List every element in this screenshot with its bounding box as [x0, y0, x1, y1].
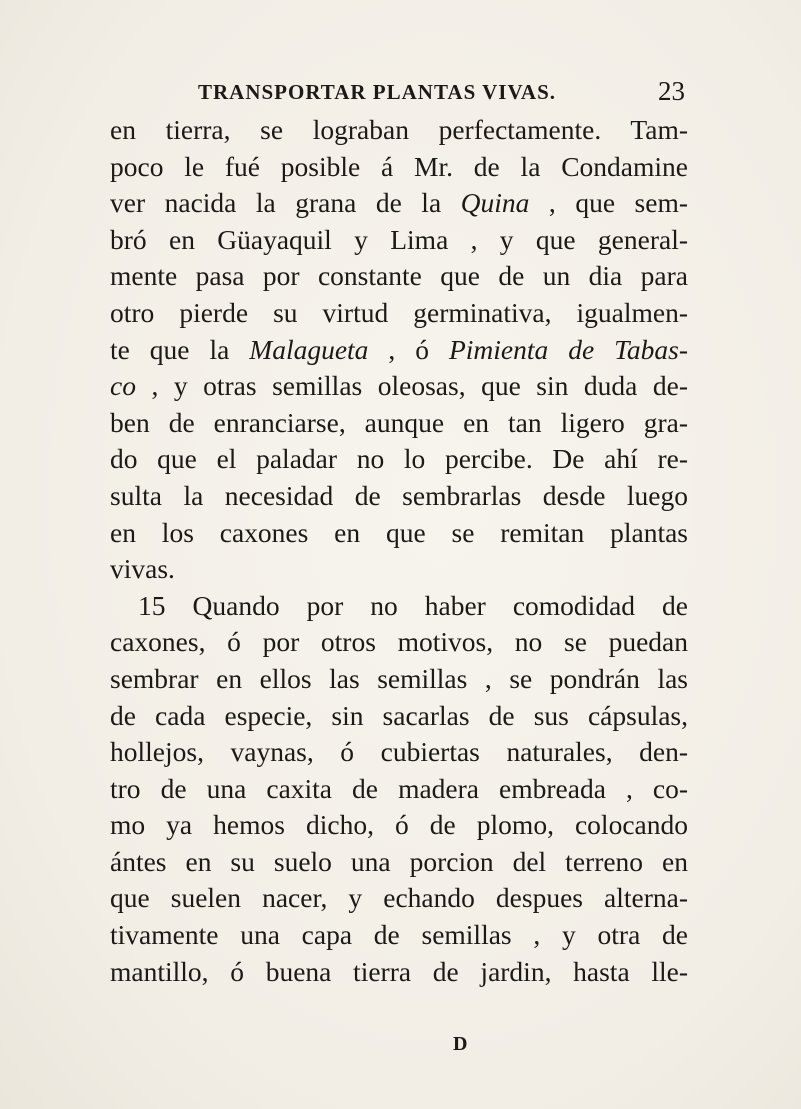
text-line	[110, 405, 688, 442]
text-run: do que el paladar no lo percibe. De ahí re-	[110, 443, 688, 475]
text-line	[110, 185, 688, 222]
running-head-title: TRANSPORTAR PLANTAS VIVAS.	[198, 80, 557, 104]
text-line	[110, 807, 688, 844]
text-run: mo ya hemos dicho, ó de plomo, colocando	[110, 809, 688, 841]
text-line	[110, 844, 688, 881]
text-run: hollejos, vaynas, ó cubiertas naturales, den-	[110, 736, 688, 768]
italic-term: Quina	[460, 187, 530, 219]
text-line	[110, 222, 688, 259]
text-run: mantillo, ó buena tierra de jardin, hasta lle-	[110, 955, 688, 987]
italic-term: Malagueta	[249, 333, 369, 365]
page-number: 23	[658, 76, 685, 106]
text-line	[110, 588, 688, 625]
text-run: en tierra, se lograban perfectamente. Tam-	[110, 114, 688, 145]
text-run: otro pierde su virtud germinativa, igualmen-	[110, 296, 688, 328]
text-run: ántes en su suelo una porcion del terreno en	[110, 845, 688, 877]
text-line	[110, 698, 688, 735]
italic-term: co	[110, 370, 136, 402]
text-run: de cada especie, sin sacarlas de sus cápsulas,	[110, 699, 688, 731]
text-run: ben de enranciarse, aunque en tan ligero gra-	[110, 406, 688, 438]
text-line	[110, 295, 688, 332]
italic-term: Pimienta de Tabas-	[448, 333, 688, 365]
text-line	[110, 441, 688, 478]
text-run: tro de una caxita de madera embreada , co-	[110, 772, 688, 804]
text-run: bró en Güayaquil y Lima , y que general-	[110, 223, 688, 255]
signature-mark: D	[453, 1033, 468, 1055]
text-run: en los caxones en que se remitan plantas	[110, 516, 688, 548]
text-line	[110, 917, 688, 954]
text-line	[110, 149, 688, 186]
text-line	[110, 661, 688, 698]
text-run: , y otras semillas oleosas, que sin duda de-	[135, 370, 688, 402]
text-run: tivamente una capa de semillas , y otra de	[110, 919, 688, 951]
text-run: mente pasa por constante que de un dia para	[110, 260, 688, 292]
text-run: sembrar en ellos las semillas , se pondrán las	[110, 662, 688, 694]
text-run: 15 Quando por no haber comodidad de	[138, 589, 688, 621]
text-line	[110, 954, 688, 991]
text-run: te que la	[110, 333, 250, 365]
text-run: caxones, ó por otros motivos, no se puedan	[110, 626, 688, 658]
body-text	[110, 112, 688, 990]
text-line	[110, 332, 688, 369]
text-line	[110, 880, 688, 917]
text-run: , ó	[368, 333, 449, 365]
text-line	[110, 771, 688, 808]
text-run: sulta la necesidad de sembrarlas desde luego	[110, 479, 688, 511]
running-head	[110, 76, 685, 110]
text-run: que suelen nacer, y echando despues alterna-	[110, 882, 688, 914]
text-line	[110, 112, 688, 149]
text-run: vivas.	[110, 553, 175, 585]
text-run: poco le fué posible á Mr. de la Condamine	[110, 150, 688, 182]
text-line	[110, 515, 688, 552]
text-line	[110, 551, 688, 588]
text-line	[110, 368, 688, 405]
text-run: ver nacida la grana de la	[110, 187, 461, 219]
text-line	[110, 734, 688, 771]
text-line	[110, 624, 688, 661]
text-line	[110, 478, 688, 515]
text-run: , que sem-	[529, 187, 688, 219]
text-line	[110, 258, 688, 295]
